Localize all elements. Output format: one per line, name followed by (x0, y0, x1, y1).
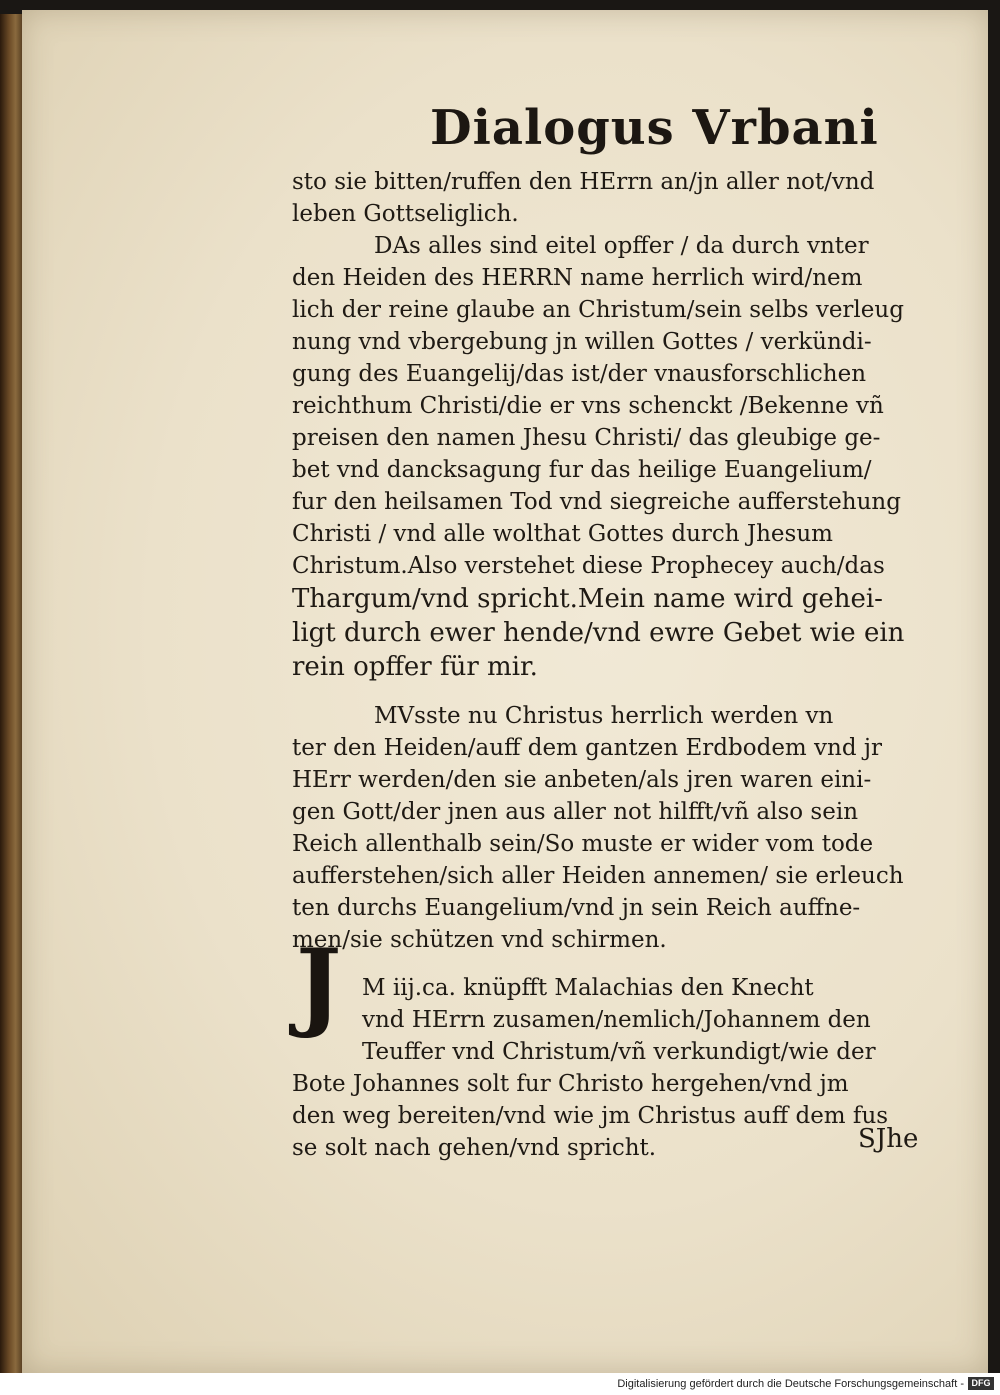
text-line: den Heiden des HERRN name herrlich wird/nem (292, 265, 863, 291)
text-line: Christum.Also verstehet diese Prophecey auch/das (292, 553, 885, 579)
paragraph-gap (292, 684, 944, 700)
text-line: lich der reine glaube an Christum/sein selbs verleug (292, 297, 904, 323)
text-line: DAs alles sind eitel opffer / da durch vnter (374, 233, 869, 259)
text-line: M iij.ca. knüpfft Malachias den Knecht (362, 975, 814, 1001)
drop-cap-initial: J (296, 928, 342, 1041)
text-line: gung des Euangelij/das ist/der vnausforschlichen (292, 361, 867, 387)
text-line: se solt nach gehen/vnd spricht. (292, 1135, 657, 1161)
text-line: Reich allenthalb sein/So muste er wider vom tode (292, 831, 874, 857)
dfg-logo-icon: DFG (968, 1377, 994, 1390)
text-line: reichthum Christi/die er vns schenckt /Bekenne vñ (292, 393, 884, 419)
page-title: Dialogus Vrbani (430, 100, 879, 156)
text-line: Christi / vnd alle wolthat Gottes durch Jhesum (292, 521, 833, 547)
paragraph-gap (292, 956, 944, 972)
text-line: HErr werden/den sie anbeten/als jren waren eini- (292, 767, 872, 793)
text-line: aufferstehen/sich aller Heiden annemen/ sie erleuch (292, 863, 904, 889)
text-line: ligt durch ewer hende/vnd ewre Gebet wie ein (292, 618, 905, 648)
text-line: sto sie bitten/ruffen den HErrn an/jn aller not/vnd (292, 169, 875, 195)
text-line: gen Gott/der jnen aus aller not hilfft/vñ also sein (292, 799, 859, 825)
text-line: Thargum/vnd spricht.Mein name wird gehei- (292, 584, 883, 614)
text-line: ten durchs Euangelium/vnd jn sein Reich auffne- (292, 895, 861, 921)
text-line: ter den Heiden/auff dem gantzen Erdbodem vnd jr (292, 735, 883, 761)
text-block (292, 166, 944, 1164)
text-line: rein opffer für mir. (292, 652, 538, 682)
catchword: SJhe (858, 1124, 919, 1154)
text-line: Teuffer vnd Christum/vñ verkundigt/wie der (362, 1039, 876, 1065)
text-line: Bote Johannes solt fur Christo hergehen/vnd jm (292, 1071, 849, 1097)
text-line: preisen den namen Jhesu Christi/ das gleubige ge- (292, 425, 881, 451)
text-line: vnd HErrn zusamen/nemlich/Johannem den (362, 1007, 871, 1033)
text-line: nung vnd vbergebung jn willen Gottes / verkündi- (292, 329, 872, 355)
footer-credit: Digitalisierung gefördert durch die Deutsche Forschungsgemeinschaft - (617, 1378, 964, 1390)
text-line: den weg bereiten/vnd wie jm Christus auff dem fus (292, 1103, 889, 1129)
text-line: bet vnd dancksagung fur das heilige Euangelium/ (292, 457, 872, 483)
text-line: fur den heilsamen Tod vnd siegreiche aufferstehung (292, 489, 901, 515)
text-line: MVsste nu Christus herrlich werden vn (374, 703, 834, 729)
text-line: men/sie schützen vnd schirmen. (292, 927, 667, 953)
text-line: leben Gottseliglich. (292, 201, 519, 227)
